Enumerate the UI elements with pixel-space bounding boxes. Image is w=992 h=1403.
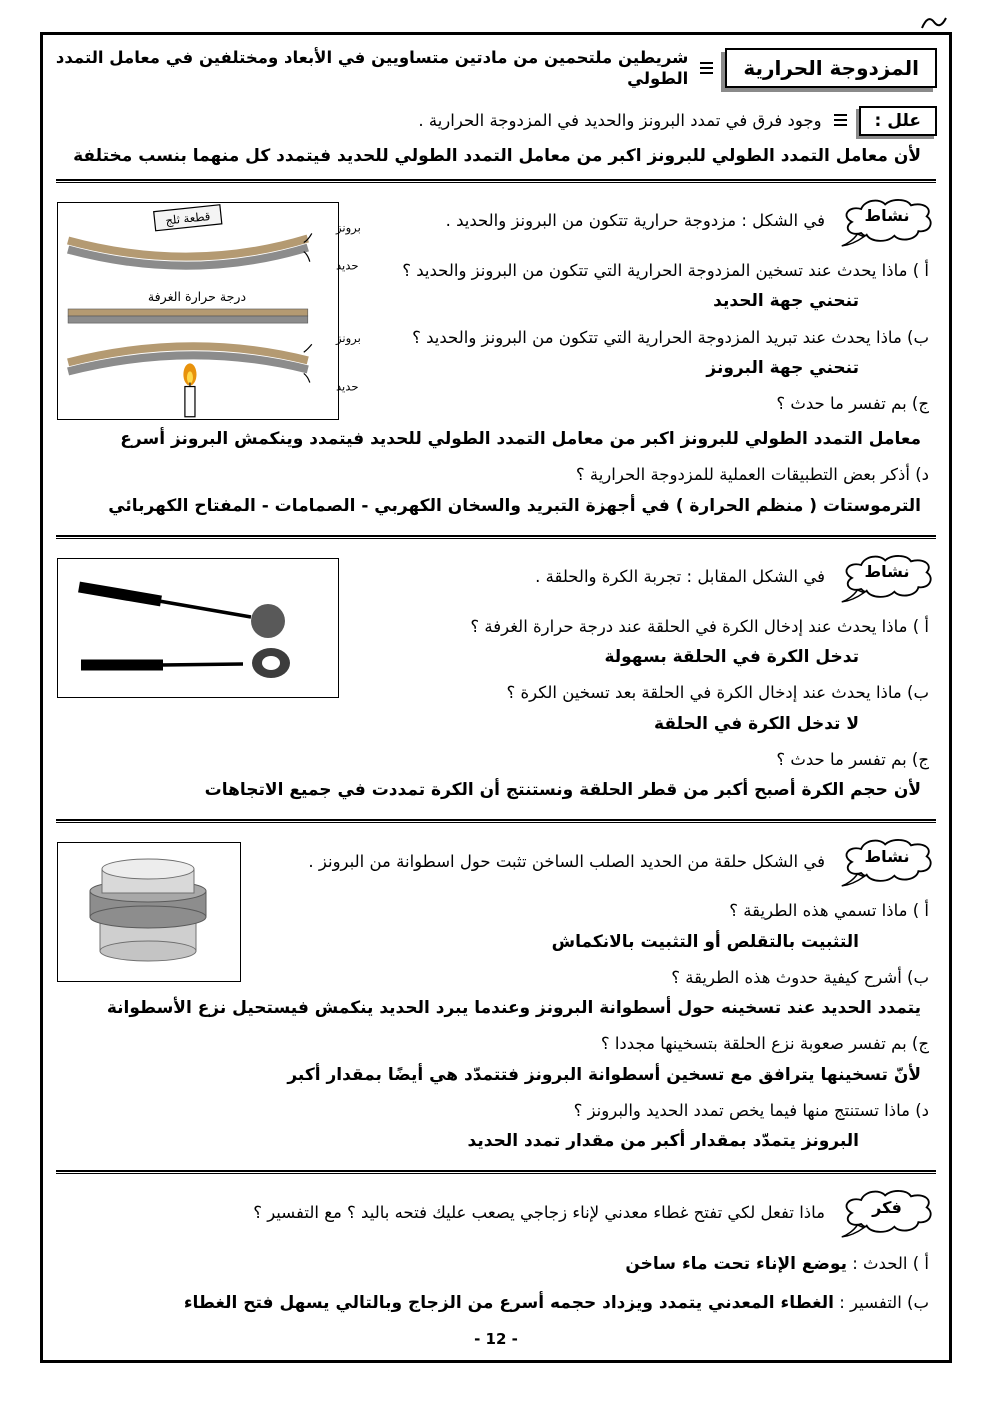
bubble-text: فكر (872, 1197, 902, 1217)
question-line: ج) بم تفسر صعوبة نزع الحلقة بتسخينها مجددا ؟ (600, 1034, 929, 1054)
question-line: ب) أشرح كيفية حدوث هذه الطريقة ؟ (671, 967, 929, 987)
bronze-label-bottom: برونز (335, 331, 361, 346)
bracket-icon (700, 62, 713, 75)
section-divider (56, 819, 936, 823)
bronze-label-top: برونز (335, 220, 361, 235)
top-strip (68, 220, 361, 272)
think-item (61, 1253, 929, 1276)
ring-rod (81, 648, 290, 678)
think-section (55, 1186, 937, 1319)
activity-shrink-fitting (55, 835, 937, 1158)
question-line: ب) ماذا يحدث عند تبريد المزدوجة الحرارية التي تتكون من البرونز والحديد ؟ (412, 327, 929, 347)
answer-line: لا تدخل الكرة في الحلقة (654, 713, 859, 734)
activity-bimetallic-couple (55, 195, 937, 523)
think-item-answer: الغطاء المعدني يتمدد ويزداد حجمه أسرع من الزجاج وبالتالي يسهل فتح الغطاء (183, 1293, 834, 1314)
think-item-answer: يوضع الإناء تحت ماء ساخن (625, 1254, 847, 1275)
figure-ball-and-ring (57, 558, 339, 698)
candle-icon (183, 363, 196, 416)
answer-line: البرونز يتمدّد بمقدار أكبر من مقدار تمدد الحديد (467, 1131, 859, 1152)
activity-bubble (839, 196, 935, 246)
answer-line: تدخل الكرة في الحلقة بسهولة (604, 647, 859, 668)
ice-label-text: قطعة ثلج (164, 208, 211, 228)
cylinder-top (102, 859, 194, 893)
reason-label: علل : (859, 106, 937, 136)
section-divider (56, 179, 936, 183)
iron-label-top: حديد (335, 258, 359, 273)
room-temperature-label: درجة حرارة الغرفة (147, 288, 247, 304)
activity-bubble (839, 552, 935, 602)
question-line: د) ماذا تستنتج منها فيما يخص تمدد الحديد والبرونز ؟ (573, 1100, 929, 1120)
iron-label-bottom: حديد (335, 379, 359, 394)
intro-text: ماذا تفعل لكي تفتح غطاء معدني لإناء زجاجي يصعب عليك فتحه باليد ؟ مع التفسير ؟ (253, 1202, 825, 1222)
bracket-icon (834, 114, 847, 127)
bubble-text: نشاط (864, 562, 910, 582)
figure-cylinder-ring (57, 842, 241, 982)
cylinder-diagram (58, 843, 240, 981)
definition-text: شريطين ملتحمين من مادتين متساويين في الأبعاد ومختلفين في معامل التمدد الطولي (55, 48, 689, 89)
think-item (61, 1292, 929, 1315)
think-item-label: ب) التفسير : (839, 1293, 929, 1313)
figure-bimetallic-strips (57, 202, 361, 420)
activity-intro (351, 552, 935, 602)
section-divider (56, 535, 936, 539)
bubble-text: نشاط (864, 206, 910, 226)
answer-line: لأنّ تسخينها يترافق مع تسخين أسطوانة البرونز فتتمدّد هي أيضًا بمقدار أكبر (287, 1064, 921, 1085)
answer-line: يتمدد الحديد عند تسخينه حول أسطوانة البرونز وعندما يبرد الحديد ينكمش فيستحيل نزع الأسطوانة (106, 998, 921, 1019)
answer-line: التثبيت بالتقلص أو التثبيت بالانكماش (551, 931, 859, 952)
section-divider (56, 1170, 936, 1174)
ball-ring-diagram (58, 559, 338, 697)
bubble-text: نشاط (864, 846, 910, 866)
activity-intro (253, 836, 935, 886)
ice-label (154, 205, 222, 231)
activity-intro (351, 196, 935, 246)
reason-question: وجود فرق في تمدد البرونز والحديد في المزدوجة الحرارية . (418, 111, 822, 131)
answer-line: معامل التمدد الطولي للبرونز اكبر من معامل التمدد الطولي للحديد فيتمدد وينكمش البرونز أسرع (120, 428, 921, 449)
answer-line: تنحني جهة البرونز (706, 357, 859, 378)
question-line: د) أذكر بعض التطبيقات العملية للمزدوجة الحرارية ؟ (575, 465, 929, 485)
page-number: - 12 - (474, 1330, 518, 1348)
think-intro (55, 1187, 935, 1237)
question-line: ج) بم تفسر ما حدث ؟ (776, 749, 929, 769)
page-frame (40, 32, 952, 1363)
intro-text: في الشكل حلقة من الحديد الصلب الساخن تثبت حول اسطوانة من البرونز . (308, 851, 825, 871)
header (55, 47, 937, 167)
room-temp-strip (68, 289, 308, 323)
answer-line: لأن حجم الكرة أصبح أكبر من قطر الحلقة ونستنتج أن الكرة تمددت في جميع الاتجاهات (204, 780, 921, 801)
question-line: أ ) ماذا تسمي هذه الطريقة ؟ (729, 901, 929, 921)
corner-mark-icon (920, 12, 948, 32)
question-line: أ ) ماذا يحدث عند تسخين المزدوجة الحرارية التي تتكون من البرونز والحديد ؟ (402, 260, 929, 280)
activity-bubble (839, 836, 935, 886)
question-line: ب) ماذا يحدث عند إدخال الكرة في الحلقة بعد تسخين الكرة ؟ (506, 683, 929, 703)
question-line: ج) بم تفسر ما حدث ؟ (776, 394, 929, 414)
reason-answer: لأن معامل التمدد الطولي للبرونز اكبر من معامل التمدد الطولي للحديد فيتمدد كل منهما بنسب مختلفة (73, 145, 921, 166)
think-item-label: أ ) الحدث : (852, 1254, 929, 1274)
intro-text: في الشكل : مزدوجة حرارية تتكون من البرونز والحديد . (445, 211, 825, 231)
answer-line: تنحني جهة الحديد (713, 291, 859, 312)
answer-line: الترموستات ( منظم الحرارة ) في أجهزة التبريد والسخان الكهربي - الصمامات - المفتاح الكهربائي (108, 495, 921, 516)
activity-ball-and-ring (55, 551, 937, 808)
page-title: المزدوجة الحرارية (725, 48, 937, 88)
title-row (55, 47, 937, 90)
bottom-strip (68, 331, 361, 393)
intro-text: في الشكل المقابل : تجربة الكرة والحلقة . (535, 567, 825, 587)
question-line: أ ) ماذا يحدث عند إدخال الكرة في الحلقة عند درجة حرارة الغرفة ؟ (470, 616, 929, 636)
ball-rod (79, 587, 285, 638)
think-bubble (839, 1187, 935, 1237)
reason-row (55, 106, 937, 136)
bimetal-diagram (58, 203, 361, 419)
